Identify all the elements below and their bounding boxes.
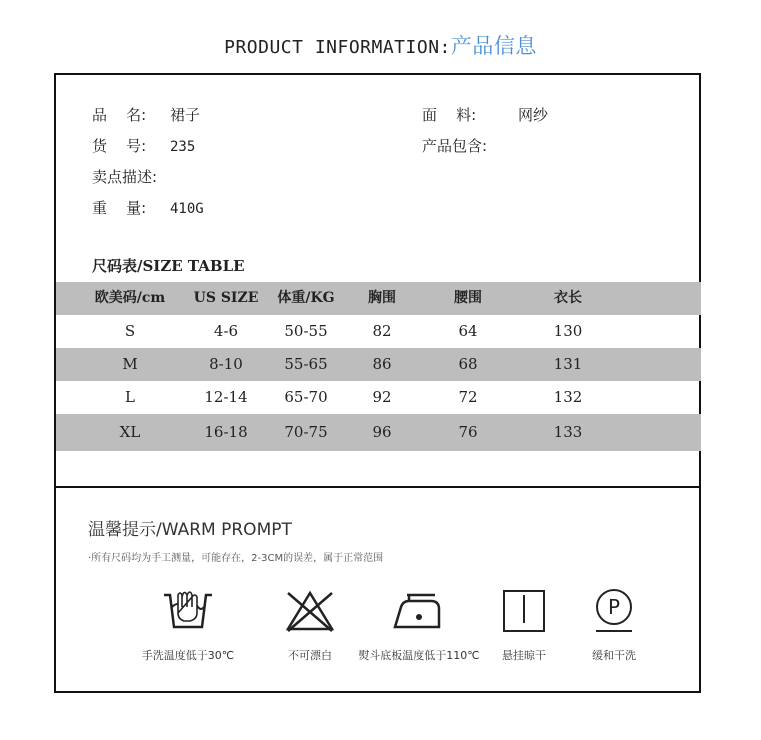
header-cell: 衣长 — [554, 290, 582, 306]
iron-low-icon — [391, 587, 447, 635]
table-cell: 64 — [458, 322, 478, 340]
table-cell: 92 — [372, 388, 392, 406]
info-package — [422, 135, 487, 156]
table-cell: XL — [119, 423, 141, 441]
info-package-label: 产品包含: — [422, 137, 488, 155]
info-name-label: 品 名: — [92, 106, 147, 124]
table-cell: 76 — [458, 423, 478, 441]
size-table-title: 尺码表/SIZE TABLE — [92, 257, 245, 275]
table-cell: 4-6 — [213, 322, 239, 340]
table-cell: 96 — [372, 423, 392, 441]
no-bleach-icon — [282, 587, 338, 635]
info-item-no — [92, 135, 195, 156]
table-cell: 55-65 — [284, 355, 328, 373]
no-bleach-label: 不可漂白 — [288, 649, 332, 662]
info-weight-value: 410G — [170, 201, 204, 217]
size-table — [56, 282, 701, 451]
hand-wash-icon — [160, 587, 216, 635]
info-fabric-label: 面 料: — [422, 106, 477, 124]
table-cell: S — [124, 322, 136, 340]
info-item-no-value: 235 — [170, 139, 196, 155]
hang-dry-icon — [496, 587, 552, 635]
svg-text:P: P — [607, 595, 621, 619]
header-title-en: PRODUCT INFORMATION: — [224, 37, 451, 58]
info-name — [92, 104, 200, 125]
warm-prompt-note: ·所有尺码均为手工测量，可能存在，2-3CM的误差，属于正常范围 — [88, 553, 384, 564]
info-fabric-value: 网纱 — [518, 106, 549, 124]
table-cell: 130 — [553, 322, 583, 340]
dry-clean-label: 缓和干洗 — [592, 649, 636, 662]
hang-dry-label: 悬挂晾干 — [502, 649, 546, 662]
info-selling-label: 卖点描述: — [92, 168, 158, 186]
header-cell: 体重/KG — [277, 290, 335, 306]
table-row — [56, 348, 701, 381]
iron-low-label: 熨斗底板温度低于110℃ — [358, 649, 480, 662]
header-cell: 腰围 — [454, 290, 482, 306]
table-cell: 132 — [553, 388, 583, 406]
header-cell: 胸围 — [368, 290, 396, 306]
table-row — [56, 414, 701, 451]
table-cell: 86 — [372, 355, 392, 373]
info-item-no-label: 货 号: — [92, 137, 147, 155]
table-row — [56, 381, 701, 414]
warm-prompt-title: 温馨提示/WARM PROMPT — [88, 520, 292, 540]
size-table-header-row — [56, 282, 701, 315]
dry-clean-p-icon — [586, 587, 642, 635]
table-cell: 68 — [458, 355, 478, 373]
table-cell: M — [122, 355, 138, 373]
table-cell: 70-75 — [284, 423, 328, 441]
hand-wash-label: 手洗温度低于30℃ — [141, 649, 235, 662]
table-cell: 65-70 — [284, 388, 328, 406]
table-cell: 82 — [372, 322, 392, 340]
info-weight — [92, 197, 204, 218]
table-cell: L — [125, 388, 135, 406]
table-cell: 8-10 — [209, 355, 243, 373]
section-divider — [56, 486, 701, 488]
info-selling — [92, 166, 157, 187]
info-name-value: 裙子 — [170, 106, 201, 124]
table-cell: 50-55 — [284, 322, 328, 340]
table-row — [56, 315, 701, 348]
table-cell: 72 — [458, 388, 478, 406]
header-cell: 欧美码/cm — [94, 290, 166, 306]
header-cell: US SIZE — [193, 290, 259, 306]
table-cell: 12-14 — [204, 388, 248, 406]
page-header — [0, 30, 761, 60]
info-fabric — [422, 104, 548, 125]
table-cell: 16-18 — [204, 423, 248, 441]
info-weight-label: 重 量: — [92, 199, 147, 217]
header-title-cn: 产品信息 — [450, 34, 537, 58]
table-cell: 131 — [553, 355, 583, 373]
product-info-frame — [54, 73, 701, 693]
table-cell: 133 — [553, 423, 583, 441]
